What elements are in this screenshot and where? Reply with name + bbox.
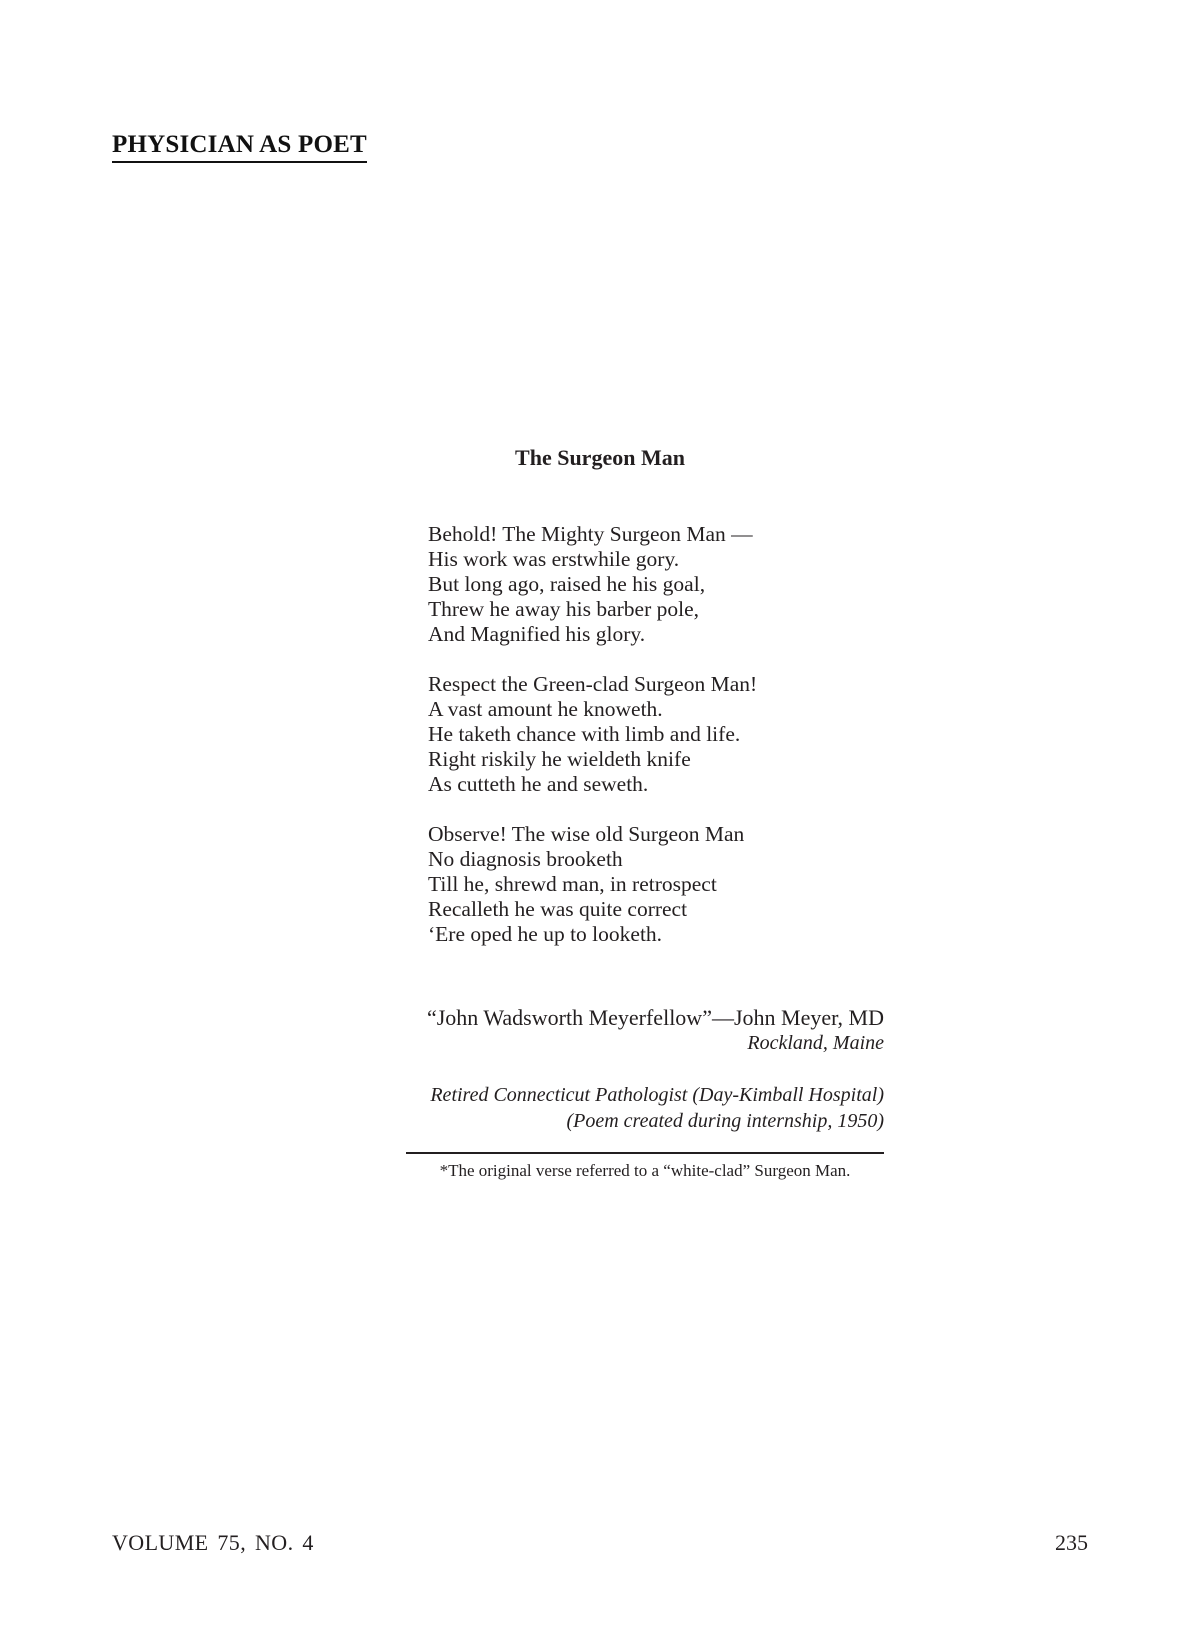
author-location: Rockland, Maine	[747, 1032, 884, 1054]
footnote-divider	[406, 1152, 884, 1154]
poem-line: His work was erstwhile gory.	[428, 547, 680, 571]
poem-line: Threw he away his barber pole,	[428, 597, 700, 621]
poem-creation-note: (Poem created during internship, 1950)	[566, 1110, 884, 1132]
author-byline-block	[360, 1005, 884, 1055]
poem-line: Till he, shrewd man, in retrospect	[428, 872, 717, 896]
author-byline: “John Wadsworth Meyerfellow”—John Meyer, MD	[426, 1005, 884, 1030]
poem-line: Observe! The wise old Surgeon Man	[428, 822, 745, 846]
author-notes-block	[300, 1082, 884, 1134]
poem-line: No diagnosis brooketh	[428, 847, 623, 871]
poem-line: A vast amount he knoweth.	[428, 697, 663, 721]
poem-line: Recalleth he was quite correct	[428, 897, 688, 921]
poem-line: Right riskily he wieldeth knife	[428, 747, 691, 771]
poem-line: Behold! The Mighty Surgeon Man —	[428, 522, 753, 546]
poem-body	[428, 522, 888, 972]
footnote: *The original verse referred to a “white-clad” Surgeon Man.	[439, 1161, 851, 1180]
poem-line: But long ago, raised he his goal,	[428, 572, 706, 596]
poem-line: As cutteth he and seweth.	[428, 772, 649, 796]
poem-title: The Surgeon Man	[515, 445, 685, 470]
footer-volume-issue: VOLUME 75, NO. 4	[112, 1530, 314, 1555]
footer-page-number: 235	[1055, 1530, 1088, 1555]
section-heading: PHYSICIAN AS POET	[112, 130, 367, 163]
poem-line: He taketh chance with limb and life.	[428, 722, 741, 746]
poem-line: ‘Ere oped he up to looketh.	[428, 922, 663, 946]
poem-stanza-2	[428, 672, 888, 797]
poem-line: And Magnified his glory.	[428, 622, 646, 646]
poem-line: Respect the Green-clad Surgeon Man!	[428, 672, 758, 696]
author-affiliation: Retired Connecticut Pathologist (Day-Kimball Hospital)	[430, 1084, 884, 1106]
poem-stanza-3	[428, 822, 888, 947]
poem-stanza-1	[428, 522, 888, 647]
